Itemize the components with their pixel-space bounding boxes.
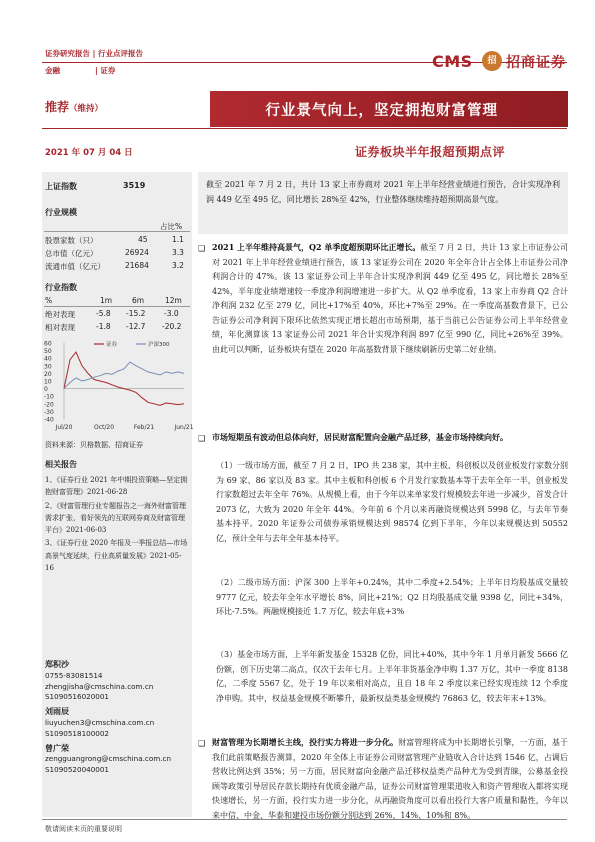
x-tick-label: Jun/21 xyxy=(174,424,194,431)
y-tick-label: -40 xyxy=(44,416,54,424)
perf-row-label: 绝对表现 xyxy=(45,310,75,319)
perf-header: % xyxy=(45,296,53,305)
x-tick-label: Oct/20 xyxy=(93,424,115,431)
scale-row-pct: 3.2 xyxy=(172,261,184,270)
perf-value: -20.2 xyxy=(162,322,182,331)
perf-header: 1m xyxy=(100,296,113,305)
related-report[interactable]: 3、《证券行业 2020 年报及一季报总结—市场高景气度延续，行业高质量发展》2021-05-16 xyxy=(45,539,188,573)
perf-value: -12.7 xyxy=(126,322,146,331)
analyst-email[interactable]: zhengjisha@cmschina.com.cn xyxy=(45,681,154,691)
y-tick-label: 30 xyxy=(44,363,52,371)
summary-box xyxy=(198,172,568,234)
analyst-name: 曾广荣 xyxy=(45,743,69,753)
sector-line: 金融 | 证券 xyxy=(45,66,116,75)
title-divider xyxy=(42,128,567,129)
scale-row-label: 流通市值（亿元） xyxy=(45,262,105,271)
related-report[interactable]: 1、《证券行业 2021 年中期投资策略—坚定拥抱财富管理》2021-06-28 xyxy=(45,476,188,497)
para-5: （3）基金市场方面，上半年新发基金 15328 亿份，同比+40%，其中今年 1 月单月新发 5666 亿份额，创下历史第二高点，仅次于去年七月。上半年非货基金净申购 1.37 万亿，其中一季度 8138 亿，二季度 5567 亿，处于 19 年以来相对高点，且自 18 年 2 季度以来已经实现连续 12 个季度净申购。其中，权益基金规模不断攀升，最新权益类基金规模约 76863 亿，较去年末+13%。 xyxy=(216,650,568,703)
perf-value: -3.0 xyxy=(164,309,179,318)
x-tick-label: Feb/21 xyxy=(133,424,155,431)
legend-label: 沪深300 xyxy=(148,342,170,348)
footer-divider xyxy=(42,819,567,820)
perf-header: 6m xyxy=(132,296,145,305)
y-tick-label: 50 xyxy=(44,348,52,356)
report-subtitle: 证券板块半年报超预期点评 xyxy=(354,145,505,159)
bullet-icon: ❑ xyxy=(198,434,206,443)
perf-header: 12m xyxy=(165,296,182,305)
para-3: （1）一级市场方面，截至 7 月 2 日，IPO 共 238 家，其中主板、科创板以及创业板发行家数分别为 69 家、86 家以及 83 家。其中主板和科创板 6 个月发行家数基本等于去年全年一半，创业板发行家数超过去年全年 76%。从规模上看，由于今年以来单家发行规模较去年进一步减少，首发合计 2073 亿，大致为 2020 年全年 44%。今年前 6 个月以来再融资规模达到 5998 亿，与去年节奏基本持平。2020 年证券公司债券承销规模达到 98574 亿到下半年，今年以来规模达到 50552 亿，预计全年与去年全年基本持平。 xyxy=(216,461,568,543)
logo-mark-icon: 招 xyxy=(482,51,502,71)
scale-row-value: 26924 xyxy=(125,248,149,257)
y-tick-label: -10 xyxy=(44,393,54,401)
para-6: 财富管理为长期增长主线，投行实力将进一步分化。财富管理将成为中长期增长引擎，一方面，基于我们此前策略报告测算，2020 年全体上市证券公司财富管理产业链收入合计达到 1546 亿，占调后营收比例达到 35%；另一方面，居民财富向金融产品迁移权益类产品种尤为受到青睐，公募基金投顾等政策引导居民存款长期持有优质金融产品，证券公司财富管理渠道收入和资产管理收入都将实现快速增长，另一方面，投行实力进一步分化，从再融资角度可以看出投行大客户质量和黏性，今年以来中信、中金、华泰和建投市场份额分别达到 26%、14%、10%和 8%。 xyxy=(212,737,568,820)
analyst-id: S1090520040001 xyxy=(45,765,110,775)
report-type: 证券研究报告 | 行业点评报告 xyxy=(45,49,143,58)
headline: 行业景气向上，坚定拥抱财富管理 xyxy=(265,103,498,119)
legend-label: 证券 xyxy=(106,342,118,348)
scale-title: 行业规模 xyxy=(45,208,77,217)
main-body xyxy=(198,240,568,820)
scale-row-value: 45 xyxy=(138,235,148,244)
y-tick-label: 20 xyxy=(44,370,52,378)
perf-row-label: 相对表现 xyxy=(45,323,75,332)
y-tick-label: 0 xyxy=(44,386,48,394)
analyst-id: S1090516020001 xyxy=(45,692,110,702)
perf-value: -5.8 xyxy=(96,309,111,318)
related-reports xyxy=(45,474,188,574)
performance-chart xyxy=(42,337,194,433)
summary-text: 截至 2021 年 7 月 2 日，共计 13 家上市券商对 2021 年上半年经营业绩进行预告，合计实现净利润 449 亿至 495 亿，同比增长 28%至 42%，行业整体继续维持超预期高景气度。 xyxy=(206,180,560,204)
para-1: 2021 上半年维持高景气，Q2 单季度超预期环比正增长。截至 7 月 2 日，共计 13 家上市证券公司对 2021 年上半年经营业绩进行预告，该 13 家证券公司在 2020 年全年合计占全体上市证券公司净利润合计的 47%。该 13 家证券公司上半年合计实现净利润 449 亿至 495 亿，同比增长 28%至 42%，半年度业绩增速较一季度净利润增速进一步扩大。从 Q2 单季度看，13 家上市券商 Q2 合计净利润 232 亿至 279 亿，同比+17%至 40%，环比+7%至 29%。在一季度高基数背景下，已公告证券公司净利润下限环比依然实现正增长超出市场预期，基于当前已公告证券公司上半年经营业绩，年化测算该 13 家证券公司 2021 年合计实现净利润 897 亿至 990 亿，同比+26%至 39%。由此可以判断，证券板块有望在 2020 年高基数背景下继续刷新历史第二好业绩。 xyxy=(212,242,568,354)
perf-title: 行业指数 xyxy=(45,283,77,292)
scale-row-pct: 1.1 xyxy=(172,235,184,244)
analyst-phone: 0755-83081514 xyxy=(45,670,103,680)
y-tick-label: 60 xyxy=(44,340,52,348)
para-2-heading: 市场短期虽有波动但总体向好，居民财富配置向金融产品迁移，基金市场持续向好。 xyxy=(212,432,508,442)
bullet-icon: ❑ xyxy=(198,739,206,748)
analyst-email[interactable]: zengguangrong@cmschina.com.cn xyxy=(45,754,172,764)
perf-value: -1.8 xyxy=(96,322,111,331)
y-tick-label: 10 xyxy=(44,378,52,386)
perf-value: -15.2 xyxy=(126,309,146,318)
related-report[interactable]: 2、《财富管理行业专题报告之一海外财富管理需求扩张，看好领先的互联网券商及财富管理平台》2021-06-03 xyxy=(45,501,186,535)
scale-divider xyxy=(44,231,190,232)
footer-note: 敬请阅读末页的重要说明 xyxy=(45,825,122,833)
analyst-id: S1090518100002 xyxy=(45,728,110,738)
para-4: （2）二级市场方面：沪深 300 上半年+0.24%，其中二季度+2.54%；上半年日均股基成交量较 9777 亿元，较去年全年水平增长 8%，同比+21%；Q2 日均股基成交量 9398 亿，同比+34%，环比-7.5%。两融规模接近 1.7 万亿，较去年底+3% xyxy=(216,578,568,616)
analyst-email[interactable]: liuyuchen3@cmschina.com.cn xyxy=(45,717,155,727)
scale-header: 占比% xyxy=(160,222,183,231)
y-tick-label: 40 xyxy=(44,355,52,363)
bullet-icon: ❑ xyxy=(198,244,206,253)
series-line xyxy=(64,352,184,405)
chart-source: 资料来源：贝格数据、招商证券 xyxy=(45,441,143,449)
analysts xyxy=(45,660,190,776)
analyst-name: 郑积沙 xyxy=(45,660,69,669)
y-tick-label: -20 xyxy=(44,401,54,409)
cms-logo: CMS 招 招商证券 xyxy=(432,52,566,71)
scale-row-value: 21684 xyxy=(125,261,149,270)
analyst-name: 刘雨辰 xyxy=(45,707,69,717)
headline-banner xyxy=(210,91,568,127)
scale-row-label: 总市值（亿元） xyxy=(45,249,98,258)
perf-divider xyxy=(44,306,190,307)
report-date: 2021 年 07 月 04 日 xyxy=(45,148,133,158)
rating: 推荐（维持） xyxy=(45,100,104,114)
index-label: 上证指数 xyxy=(45,182,77,191)
scale-row-pct: 3.3 xyxy=(172,248,184,257)
related-title: 相关报告 xyxy=(45,460,77,469)
scale-row-label: 股票家数（只） xyxy=(45,236,98,245)
x-tick-label: Jul/20 xyxy=(55,424,73,431)
index-value: 3519 xyxy=(123,181,146,190)
y-tick-label: -30 xyxy=(44,408,54,416)
